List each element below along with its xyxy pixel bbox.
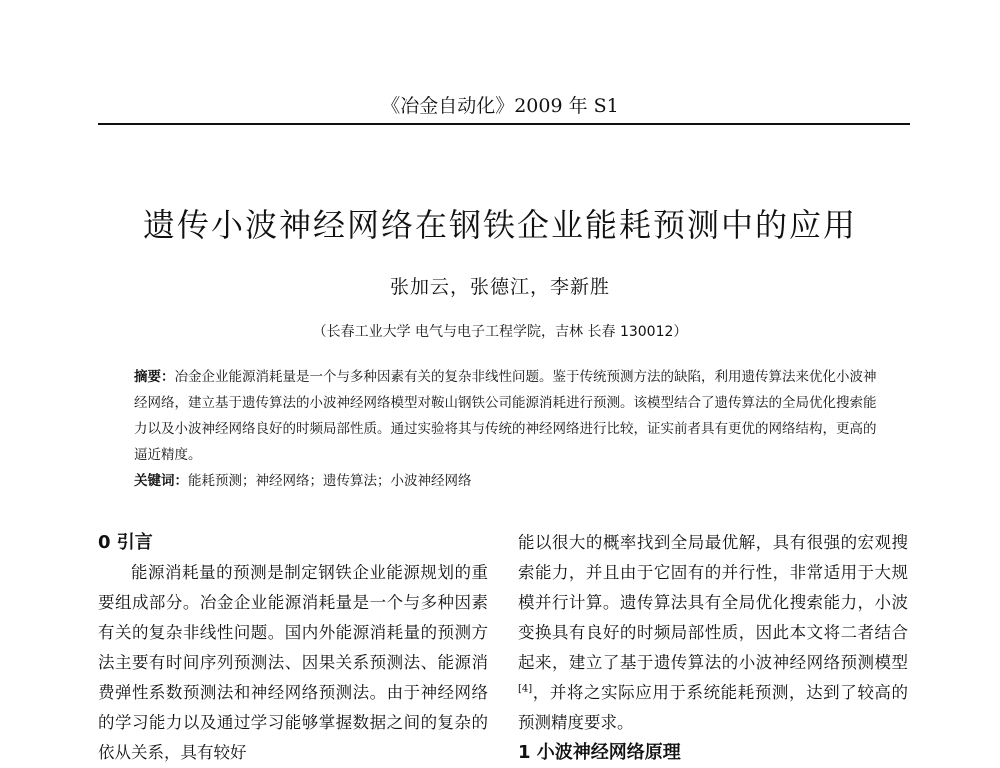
citation: [4] — [518, 683, 533, 695]
paper-title: 遗传小波神经网络在钢铁企业能耗预测中的应用 — [142, 206, 857, 244]
keywords — [134, 468, 878, 494]
section-0-heading: 0 引言 — [98, 532, 153, 553]
abstract-block — [134, 364, 878, 494]
keywords-text: 能耗预测；神经网络；遗传算法；小波神经网络 — [188, 473, 472, 489]
right-column — [518, 528, 908, 768]
affiliation: （长春工业大学 电气与电子工程学院，吉林 长春 130012） — [312, 324, 688, 340]
left-column — [98, 528, 488, 768]
section-1-heading: 1 小波神经网络原理 — [518, 742, 681, 763]
header-rule — [98, 123, 910, 125]
section-0-paragraph: 能源消耗量的预测是制定钢铁企业能源规划的重要组成部分。冶金企业能源消耗量是一个与多种因素有关的复杂非线性问题。国内外能源消耗量的预测方法主要有时间序列预测法、因果关系预测法、能源消费弹性系数预测法和神经网络预测法。由于神经网络的学习能力以及通过学习能够掌握数据之间的复杂的依从关系，具有较好 — [98, 563, 488, 762]
journal-header: 《冶金自动化》2009 年 S1 — [381, 95, 619, 117]
right-paragraph — [518, 528, 908, 738]
abstract-label: 摘要： — [134, 369, 175, 385]
keywords-label: 关键词： — [134, 473, 188, 489]
abstract-text: 冶金企业能源消耗量是一个与多种因素有关的复杂非线性问题。鉴于传统预测方法的缺陷，利用遗传算法来优化小波神经网络，建立基于遗传算法的小波神经网络模型对鞍山钢铁公司能源消耗进行预测。该模型结合了遗传算法的全局优化搜索能力以及小波神经网络良好的时频局部性质。通过实验将其与传统的神经网络进行比较，证实前者具有更优的网络结构，更高的逼近精度。 — [134, 369, 877, 463]
authors: 张加云，张德江，李新胜 — [389, 276, 610, 298]
right-paragraph-text-a: 能以很大的概率找到全局最优解，具有很强的宏观搜索能力，并且由于它固有的并行性，非常适用于大规模并行计算。遗传算法具有全局优化搜索能力，小波变换具有良好的时频局部性质，因此本文将二者结合起来，建立了基于遗传算法的小波神经网络预测模型 — [518, 533, 908, 672]
abstract — [134, 364, 878, 468]
right-paragraph-text-b: ，并将之实际应用于系统能耗预测，达到了较高的预测精度要求。 — [518, 683, 908, 732]
